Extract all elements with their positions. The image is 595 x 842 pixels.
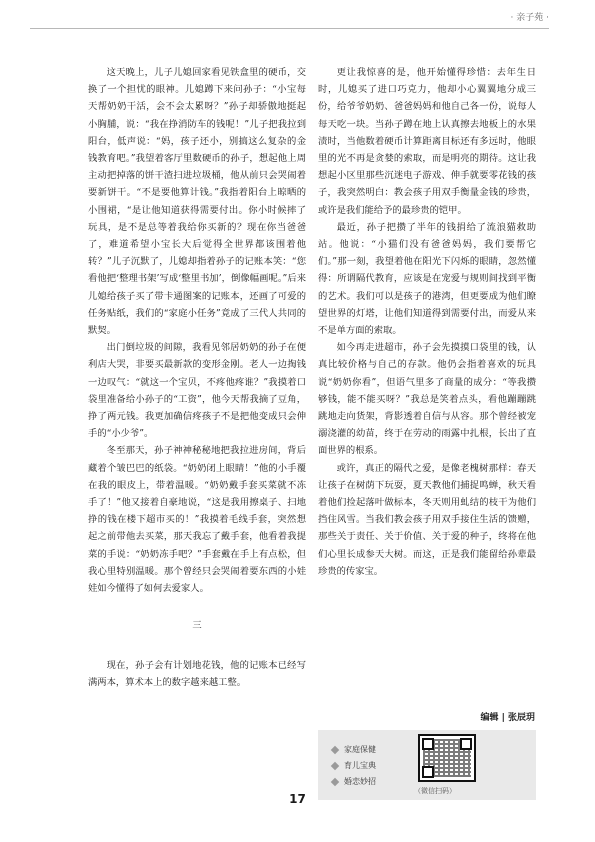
page-number: 17	[289, 792, 306, 806]
editor-credit: 编辑 | 张辰玥	[480, 713, 535, 723]
right-column	[318, 64, 536, 580]
left-column	[88, 64, 306, 691]
paragraph: 出门倒垃圾的间隙，我看见邻居奶奶的孙子在便利店大哭，非要买最新款的变形金刚。老人一边掏钱一边叹气：“就这一个宝贝，不疼他疼谁？”我摸着口袋里准备给小孙子的“工资”，他今天帮我摘了豆角，挣了两元钱。我更加确信疼孩子不是把他变成只会伸手的“小少爷”。	[88, 342, 306, 440]
section-number: 三	[192, 620, 202, 632]
promo-item	[332, 774, 376, 790]
promo-item-label: 婚恋妙招	[344, 777, 376, 786]
section-tag: · 亲子苑 ·	[510, 13, 549, 23]
header-divider	[30, 28, 549, 29]
qr-finder-icon	[422, 738, 434, 750]
paragraph: 或许，真正的隔代之爱，是像老槐树那样：春天让孩子在树荫下玩耍，夏天教他们捕捉鸣蝉，秋天看着他们捡起落叶做标本，冬天则用虬结的枝干为他们挡住风雪。当我们教会孩子用双手接住生活的馈赠，那些关于责任、关于价值、关于爱的种子，终将在他们心里长成参天大树。而这，正是我们能留给孙辈最珍贵的传家宝。	[318, 462, 536, 577]
promo-list	[332, 742, 376, 790]
qr-code-icon[interactable]	[418, 734, 476, 782]
qr-caption: （微信扫码）	[414, 787, 456, 795]
diamond-bullet-icon	[331, 761, 339, 769]
paragraph: 冬至那天，孙子神神秘秘地把我拉进房间，背后藏着个皱巴巴的纸袋。“奶奶闭上眼睛！”他的小手覆在我的眼皮上，带着温暖。“奶奶戴手套买菜就不冻手了！”他又接着自豪地说，“这是我用擦桌子、扫地挣的钱在楼下超市买的！”我摸着毛线手套，突然想起之前带他去买菜，那天我忘了戴手套，他看着我提菜的手说：“奶奶冻手吧？”手套戴在手上有点松，但我心里特别温暖。那个曾经只会哭闹着要东西的小娃娃如今懂得了如何去爱家人。	[88, 445, 306, 595]
diamond-bullet-icon	[331, 777, 339, 785]
paragraph: 最近，孙子把攒了半年的钱捐给了流浪猫救助站。他说：“小猫们没有爸爸妈妈，我们要帮它们。”那一刻，我望着他在阳光下闪烁的眼睛，忽然懂得：所谓隔代教育，应该是在宠爱与规则间找到平衡的艺术。我们可以是孩子的港湾，但更要成为他们瞭望世界的灯塔，让他们知道得到需要付出，而爱从来不是单方面的索取。	[318, 221, 536, 337]
promo-item-label: 家庭保健	[344, 745, 376, 754]
paragraph: 这天晚上，儿子儿媳回家看见铁盒里的硬币，交换了一个担忧的眼神。儿媳蹲下来问孙子：“小宝每天帮奶奶干活，会不会太累呀？”孙子却骄傲地挺起小胸脯，说：“我在挣消防车的钱呢！”儿子把我拉到阳台，低声说：“妈，孩子还小，别搞这么复杂的金钱教育吧。”我望着客厅里数硬币的孙子，想起他上周主动把掉落的饼干渣扫进垃圾桶，他从前只会哭闹着要新饼干。“不是要他算计钱。”我指着阳台上晾晒的小围裙，“是让他知道获得需要付出。你小时候摔了玩具，是不是总等着我给你买新的？现在你当爸爸了，难道希望小宝长大后觉得全世界都该围着他转？”儿子沉默了，儿媳却指着孙子的记账本笑：“您看他把‘整理书架’写成‘整里书加’，倒像幅画呢。”后来儿媳给孩子买了带卡通图案的记账本，还画了可爱的任务贴纸，我们的“家庭小任务”竟成了三代人共同的默契。	[88, 67, 306, 337]
promo-box	[318, 730, 536, 800]
promo-item	[332, 742, 376, 758]
promo-item-label: 育儿宝典	[344, 761, 376, 770]
qr-finder-icon	[422, 766, 434, 778]
paragraph: 现在，孙子会有计划地花钱，他的记账本已经写满两本，算术本上的数字越来越工整。	[88, 659, 306, 688]
promo-item	[332, 758, 376, 774]
diamond-bullet-icon	[331, 745, 339, 753]
qr-finder-icon	[460, 738, 472, 750]
paragraph: 更让我惊喜的是，他开始懂得珍惜：去年生日时，儿媳买了进口巧克力，他却小心翼翼地分成三份，给爷爷奶奶、爸爸妈妈和他自己各一份，说每人每天吃一块。当孙子蹲在地上认真擦去地板上的水果渍时，当他数着硬币计算距离目标还有多远时，他眼里的光不再是贪婪的索取，而是明亮的期待。这让我想起小区里那些沉迷电子游戏、伸手就要零花钱的孩子，我突然明白：教会孩子用双手衡量金钱的珍贵，或许是我们能给予的最珍贵的铠甲。	[318, 67, 536, 216]
paragraph: 如今再走进超市，孙子会先摸摸口袋里的钱，认真比较价格与自己的存款。他仍会指着喜欢的玩具说“奶奶你看”，但语气里多了商量的成分：“等我攒够钱，能不能买呀？”我总是笑着点头，看他蹦蹦跳跳地走向货架，背影透着自信与从容。那个曾经被宠溺浇灌的幼苗，终于在劳动的雨露中扎根，长出了直面世界的根系。	[318, 342, 536, 457]
